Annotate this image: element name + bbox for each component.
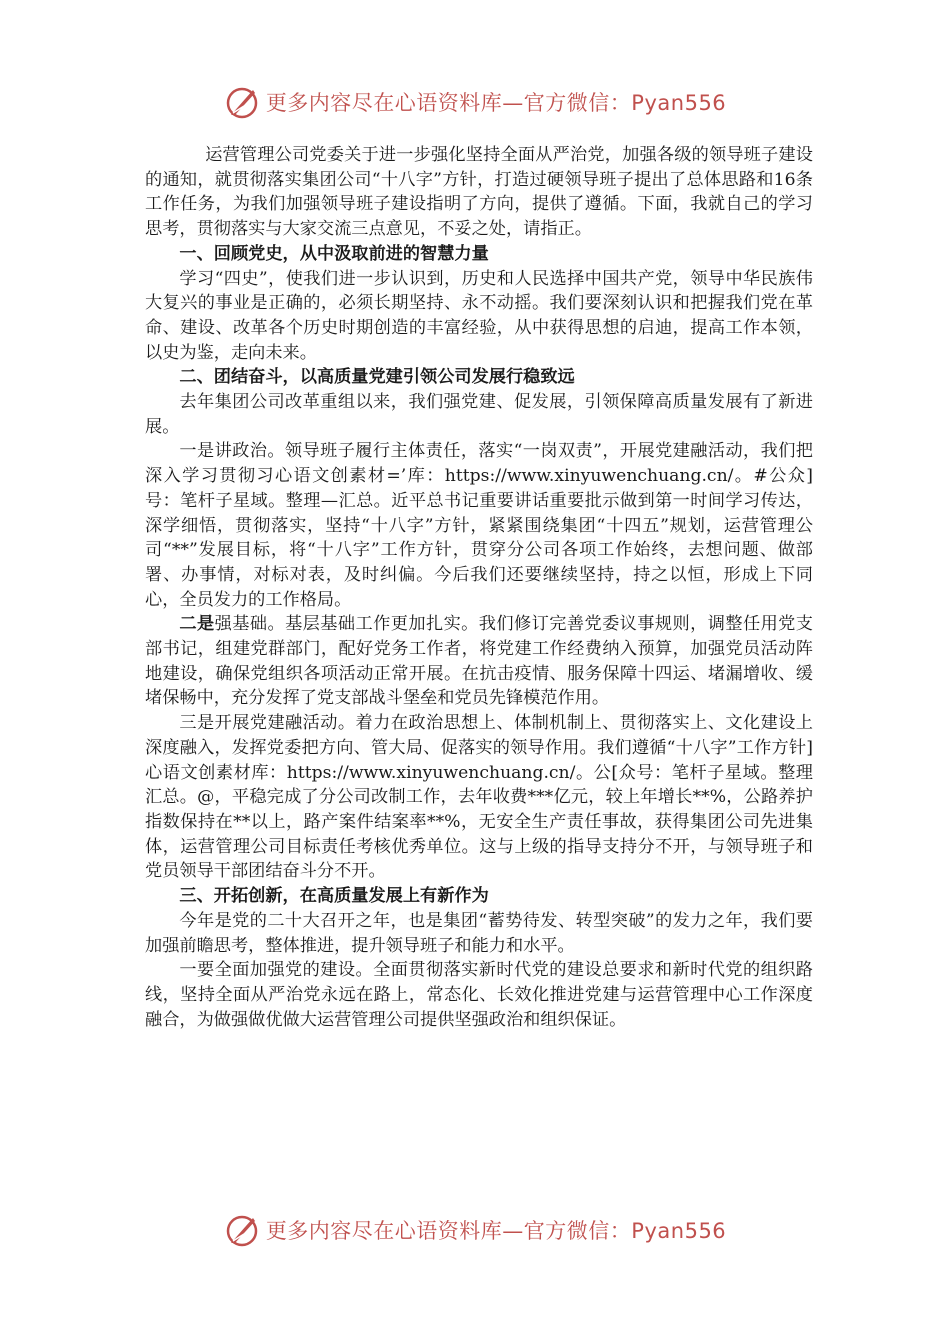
header-banner <box>0 82 950 122</box>
banner-text: 更多内容尽在心语资料库—官方微信：Pyan556 <box>265 91 727 115</box>
section-heading-2: 二、团结奋斗，以高质量党建引领公司发展行稳致远 <box>179 367 575 388</box>
document-body <box>145 143 813 1032</box>
banner-text: 更多内容尽在心语资料库—官方微信：Pyan556 <box>265 1219 727 1243</box>
paragraph: 一是讲政治。领导班子履行主体责任，落实“一岗双责”，开展党建融活动，我们把深入学习贯彻习心语文创素材=’库：https://www.xinyuwenchuang.cn/。#公众]号：笔杆子星域。整理—汇总。近平总书记重要讲话重要批示做到第一时间学习传达，深学细悟，贯彻落实，坚持“十八字”方针，紧紧围绕集团“十四五”规划，运营管理公司“**”发展目标，将“十八字”工作方针，贯穿分公司各项工作始终，去想问题、做部署、办事情，对标对表，及时纠偏。今后我们还要继续坚持，持之以恒，形成上下同心，全员发力的工作格局。 <box>145 441 813 610</box>
section-heading-1: 一、回顾党史，从中汲取前进的智慧力量 <box>179 243 489 264</box>
paragraph: 今年是党的二十大召开之年，也是集团“蓄势待发、转型突破”的发力之年，我们要加强前瞻思考，整体推进，提升领导班子和能力和水平。 <box>145 910 813 956</box>
paragraph-lead: 二是 <box>179 614 215 635</box>
paragraph: 去年集团公司改革重组以来，我们强党建、促发展，引领保障高质量发展有了新进展。 <box>145 392 813 437</box>
footer-banner <box>0 1210 950 1250</box>
paragraph: 一要全面加强党的建设。全面贯彻落实新时代党的建设总要求和新时代党的组织路线，坚持全面从严治党永远在路上，常态化、长效化推进党建与运营管理中心工作深度融合，为做强做优做大运营管理公司提供坚强政治和组织保证。 <box>145 960 813 1030</box>
paragraph <box>145 612 813 711</box>
quill-pen-icon <box>224 1212 260 1248</box>
paragraph-text: 强基础。基层基础工作更加扎实。我们修订完善党委议事规则，调整任用党支部书记，组建党群部门，配好党务工作者，将党建工作经费纳入预算，加强党员活动阵地建设，确保党组织各项活动正常开展。在抗击疫情、服务保障十四运、堵漏增收、缓堵保畅中，充分发挥了党支部战斗堡垒和党员先锋模范作用。 <box>145 614 813 709</box>
paragraph: 三是开展党建融活动。着力在政治思想上、体制机制上、贯彻落实上、文化建设上深度融入，发挥党委把方向、管大局、促落实的领导作用。我们遵循“十八字”工作方针]心语文创素材库：https://www.xinyuwenchuang.cn/。公[众号：笔杆子星域。整理汇总。@，平稳完成了分公司改制工作，去年收费***亿元，较上年增长**%，公路养护指数保持在**以上，路产案件结案率**%，无安全生产责任事故，获得集团公司先进集体，运营管理公司目标责任考核优秀单位。这与上级的指导支持分不开，与领导班子和党员领导干部团结奋斗分不开。 <box>145 713 813 882</box>
paragraph: 学习“四史”，使我们进一步认识到，历史和人民选择中国共产党，领导中华民族伟大复兴的事业是正确的，必须长期坚持、永不动摇。我们要深刻认识和把握我们党在革命、建设、改革各个历史时期创造的丰富经验，从中获得思想的启迪，提高工作本领，以史为鉴，走向未来。 <box>145 268 813 363</box>
paragraph-intro: 运营管理公司党委关于进一步强化坚持全面从严治党，加强各级的领导班子建设的通知，就贯彻落实集团公司“十八字”方针，打造过硬领导班子提出了总体思路和16条工作任务，为我们加强领导班子建设指明了方向，提供了遵循。下面，我就自己的学习思考，贯彻落实与大家交流三点意见，不妥之处，请指正。 <box>145 145 813 240</box>
section-heading-3: 三、开拓创新，在高质量发展上有新作为 <box>179 886 489 907</box>
quill-pen-icon <box>224 84 260 120</box>
